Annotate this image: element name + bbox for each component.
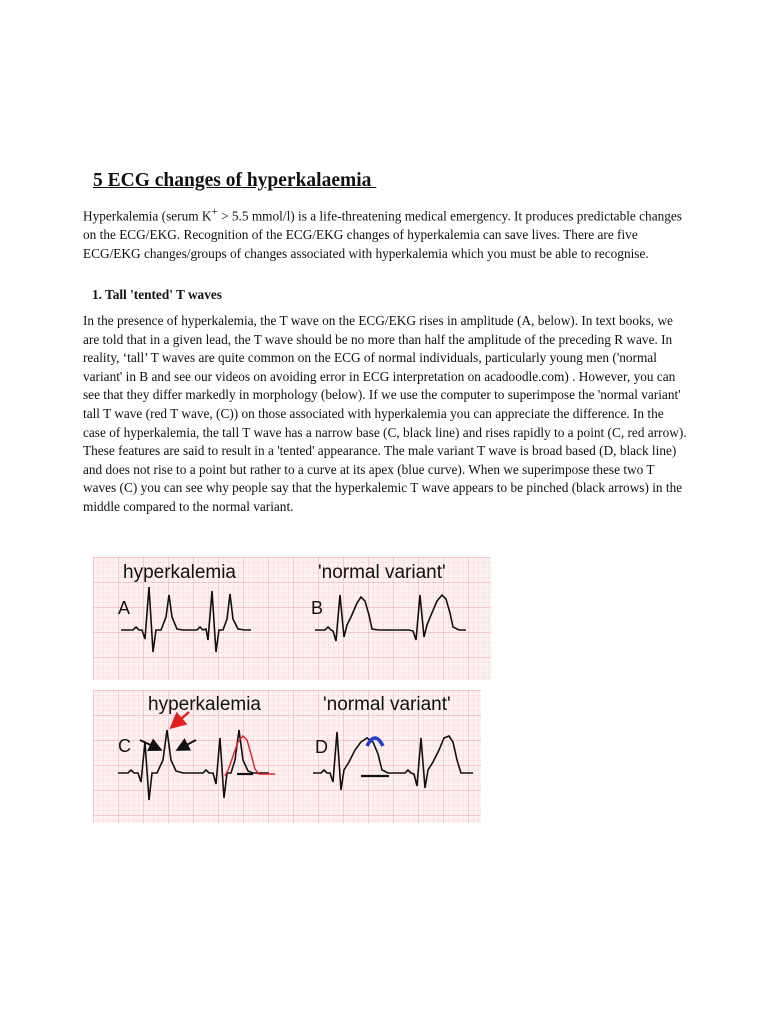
section-heading: 1. Tall 'tented' T waves	[92, 287, 222, 302]
panel-label-c: C	[118, 736, 131, 756]
figure-title-hyperkalemia-bottom: hyperkalemia	[148, 694, 261, 715]
figure-title-normal-variant-top: 'normal variant'	[318, 562, 446, 583]
body-paragraph: In the presence of hyperkalemia, the T wave on the ECG/EKG rises in amplitude (A, below). In text books, we are told that in a given lead, the T wave should be no more than half the amplitude of the preceding R wave. In reality, ‘tall’ T waves are quite common on the ECG of normal individuals, particularly young men ('normal variant' in B and see our videos on avoiding error in ECG interpretation on acadoodle.com) . However, you can see that they differ markedly in morphology (below). If we use the computer to superimpose the 'normal variant' tall T wave (red T wave, (C)) on those associated with hyperkalemia you can appreciate the difference. In the case of hyperkalemia, the tall T wave has a narrow base (C, black line) and rises rapidly to a point (C, red arrow). These features are said to result in a 'tented' appearance. The male variant T wave is broad based (D, black line) and does not rise to a point but rather to a curve at its apex (blue curve). When we superimpose these two T waves (C) you can see why people say that the hyperkalemic T wave appears to be pinched (black arrows) in the middle compared to the normal variant.	[83, 313, 687, 514]
panel-label-d: D	[315, 737, 328, 757]
intro-text-start: Hyperkalemia (serum K	[83, 208, 212, 224]
intro-paragraph	[83, 203, 688, 263]
page-title: 5 ECG changes of hyperkalaemia	[93, 170, 377, 191]
panel-label-b: B	[311, 598, 324, 618]
panel-label-a: A	[118, 598, 131, 618]
figure-title-hyperkalemia-top: hyperkalemia	[123, 562, 236, 583]
ecg-figure-top	[93, 557, 491, 680]
figure-title-normal-variant-bottom: 'normal variant'	[323, 694, 451, 715]
ecg-figure-bottom	[93, 690, 481, 823]
intro-text-rest: > 5.5 mmol/l) is a life-threatening medical emergency. It produces predictable changes on the ECG/EKG. Recognition of the ECG/EKG changes of hyperkalemia can save lives. There are five ECG/EKG changes/groups of changes associated with hyperkalemia which you must be able to recognise.	[83, 208, 682, 261]
potassium-superscript: +	[211, 206, 218, 218]
